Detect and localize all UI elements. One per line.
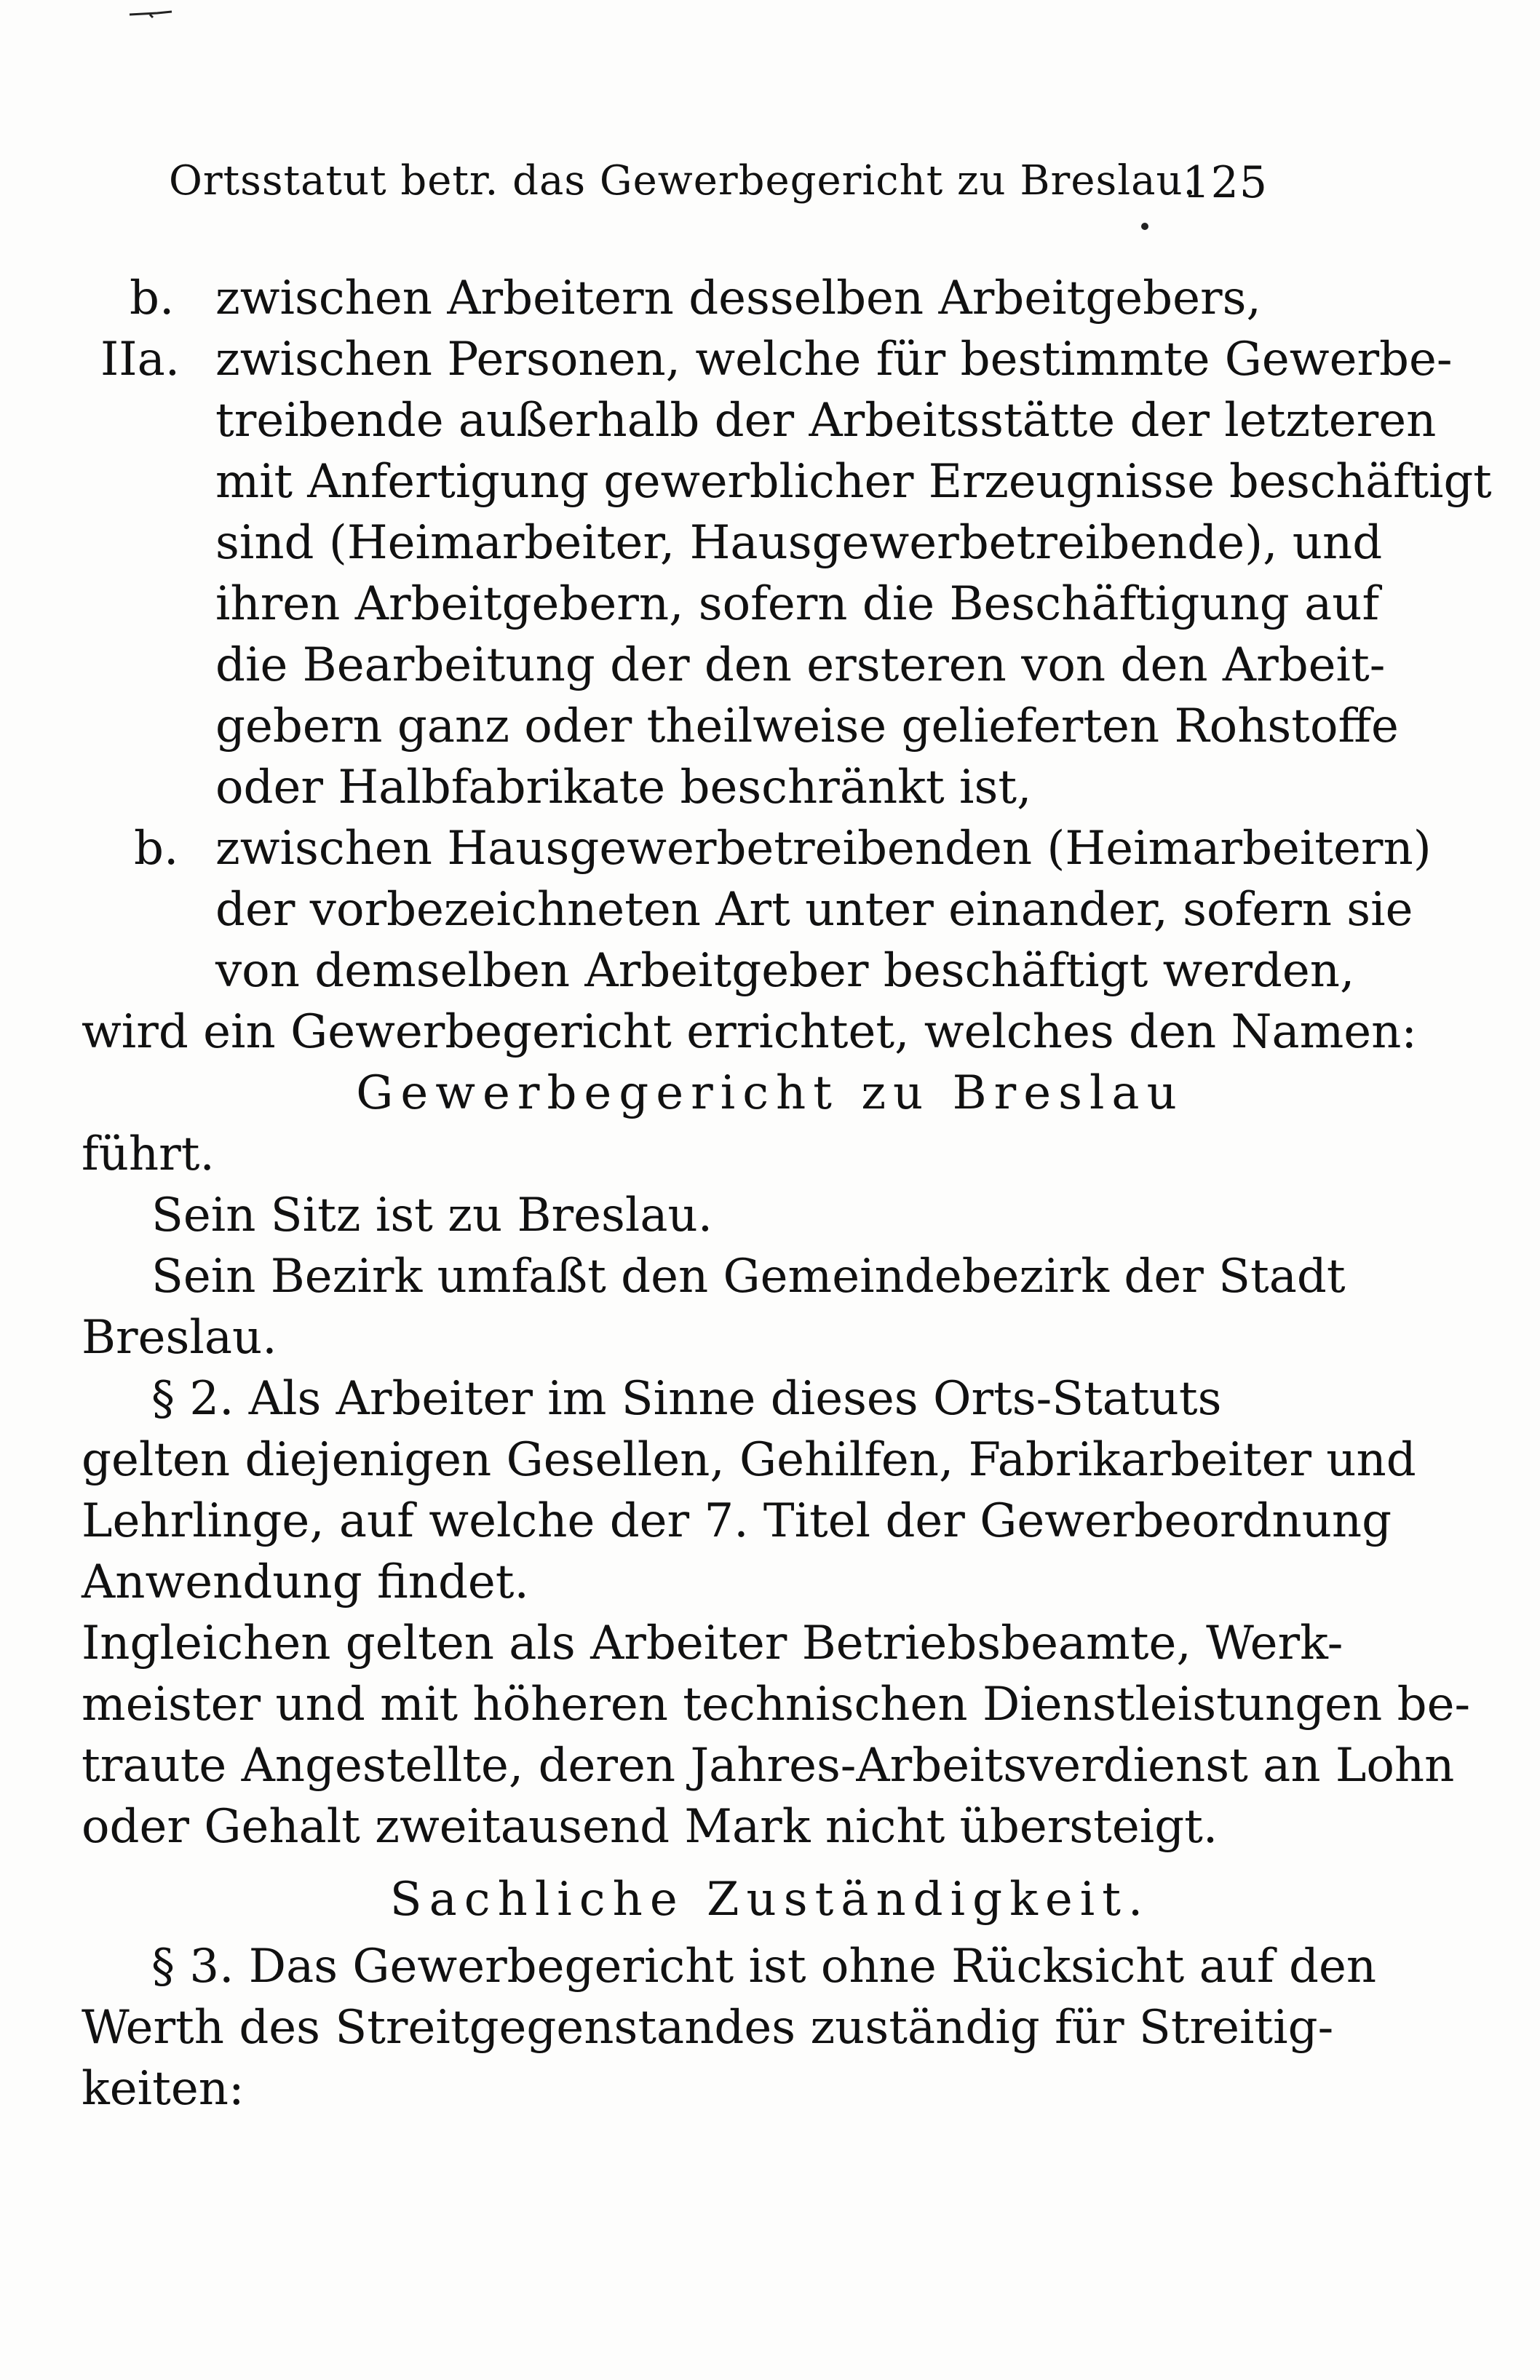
text-line: meister und mit höheren technischen Dienstleistungen be-: [82, 1678, 1471, 1732]
text-line: keiten:: [82, 2062, 245, 2116]
text-line: Sein Bezirk umfaßt den Gemeindebezirk der Stadt: [151, 1250, 1346, 1304]
text-line: mit Anfertigung gewerblicher Erzeugnisse beschäftigt: [215, 455, 1492, 509]
text-line: oder Halbfabrikate beschränkt ist,: [215, 761, 1032, 814]
text-line: gelten diejenigen Gesellen, Gehilfen, Fabrikarbeiter und: [82, 1433, 1416, 1487]
list-label-b: b.: [134, 822, 179, 876]
text-line: Anwendung findet.: [82, 1555, 529, 1609]
text-line: Breslau.: [82, 1311, 277, 1365]
list-label-b: b.: [130, 271, 175, 325]
section-3-line: § 3. Das Gewerbegericht ist ohne Rücksicht auf den: [151, 1940, 1377, 1994]
text-line: sind (Heimarbeiter, Hausgewerbetreibende), und: [215, 516, 1383, 570]
text-line: zwischen Hausgewerbetreibenden (Heimarbeitern): [215, 822, 1432, 876]
text-line: von demselben Arbeitgeber beschäftigt werden,: [215, 944, 1355, 998]
text-line: die Bearbeitung der den ersteren von den Arbeit-: [215, 638, 1386, 692]
court-name: Gewerbegericht zu Breslau: [356, 1066, 1184, 1120]
text-line: treibende außerhalb der Arbeitsstätte der letzteren: [215, 394, 1437, 448]
ink-mark: [128, 10, 185, 19]
text-line: oder Gehalt zweitausend Mark nicht übersteigt.: [82, 1800, 1218, 1854]
text-line: Werth des Streitgegenstandes zuständig für Streitig-: [82, 2001, 1334, 2055]
text-line: Sein Sitz ist zu Breslau.: [151, 1189, 713, 1242]
text-line: ihren Arbeitgebern, sofern die Beschäftigung auf: [215, 577, 1380, 631]
running-header: [169, 157, 1268, 215]
text-line: gebern ganz oder theilweise gelieferten Rohstoffe: [215, 699, 1399, 753]
text-line: traute Angestellte, deren Jahres-Arbeitsverdienst an Lohn: [82, 1739, 1455, 1793]
section-2-line: § 2. Als Arbeiter im Sinne dieses Orts-Statuts: [151, 1372, 1222, 1426]
text-line: Ingleichen gelten als Arbeiter Betriebsbeamte, Werk-: [82, 1617, 1343, 1670]
text-line: der vorbezeichneten Art unter einander, sofern sie: [215, 883, 1413, 937]
text-line: zwischen Arbeitern desselben Arbeitgebers,: [215, 271, 1261, 325]
page-number: 125: [1182, 157, 1268, 208]
list-label-IIa: IIa.: [100, 333, 180, 386]
running-title: Ortsstatut betr. das Gewerbegericht zu Breslau.: [169, 157, 1197, 205]
section-heading: Sachliche Zuständigkeit.: [389, 1873, 1151, 1927]
text-line: Lehrlinge, auf welche der 7. Titel der Gewerbeordnung: [82, 1494, 1392, 1548]
print-speck: [1141, 223, 1148, 230]
text-line: führt.: [82, 1127, 215, 1181]
text-line: zwischen Personen, welche für bestimmte Gewerbe-: [215, 333, 1453, 386]
text-line: wird ein Gewerbegericht errichtet, welches den Namen:: [82, 1005, 1417, 1059]
